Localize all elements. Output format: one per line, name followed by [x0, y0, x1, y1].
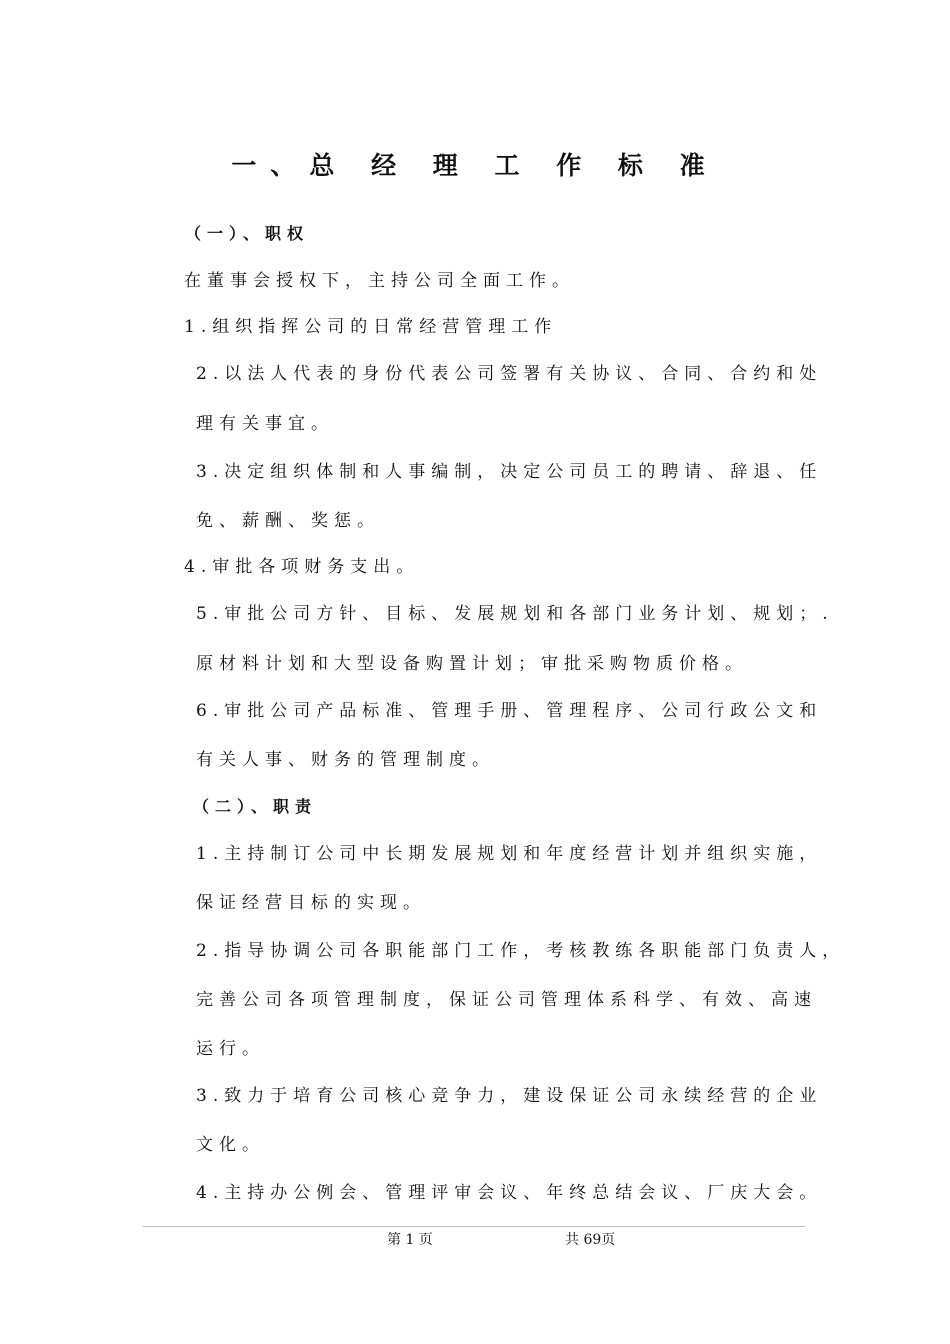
list-item: 5.审批公司方针、目标、发展规划和各部门业务计划、规划；.: [196, 604, 834, 624]
list-item-continuation: 保证经营目标的实现。: [196, 893, 426, 913]
list-item-continuation: 运行。: [196, 1039, 265, 1059]
list-item: 6.审批公司产品标准、管理手册、管理程序、公司行政公文和: [196, 701, 823, 721]
list-item: 3.致力于培育公司核心竞争力，建设保证公司永续经营的企业: [196, 1086, 823, 1106]
section-heading-authority: （一）、职权: [185, 224, 310, 243]
section-heading-duties: （二）、职责: [193, 797, 318, 816]
page-number: 第 1 页: [387, 1232, 433, 1248]
paragraph-line: 在董事会授权下，主持公司全面工作。: [184, 271, 575, 291]
list-item-continuation: 原材料计划和大型设备购置计划；审批采购物质价格。: [196, 654, 748, 674]
list-item: 2.指导协调公司各职能部门工作，考核教练各职能部门负责人，: [196, 941, 846, 961]
list-item: 2.以法人代表的身份代表公司签署有关协议、合同、合约和处: [196, 364, 823, 384]
list-item: 3.决定组织体制和人事编制，决定公司员工的聘请、辞退、任: [196, 462, 823, 482]
list-item-continuation: 免、薪酬、奖惩。: [196, 511, 380, 531]
list-item: 1.组织指挥公司的日常经营管理工作: [184, 317, 558, 337]
list-item-continuation: 理有关事宜。: [196, 414, 334, 434]
list-item: 4.主持办公例会、管理评审会议、年终总结会议、厂庆大会。: [196, 1183, 823, 1203]
page-total: 共 69页: [565, 1232, 616, 1248]
list-item-continuation: 有关人事、财务的管理制度。: [196, 750, 495, 770]
list-item: 1.主持制订公司中长期发展规划和年度经营计划并组织实施，: [196, 844, 823, 864]
list-item: 4.审批各项财务支出。: [184, 557, 420, 577]
footer-divider: [143, 1226, 805, 1227]
list-item-continuation: 完善公司各项管理制度，保证公司管理体系科学、有效、高速: [196, 990, 817, 1010]
page-title: 一、总 经 理 工 作 标 准: [231, 151, 719, 180]
list-item-continuation: 文化。: [196, 1135, 265, 1155]
